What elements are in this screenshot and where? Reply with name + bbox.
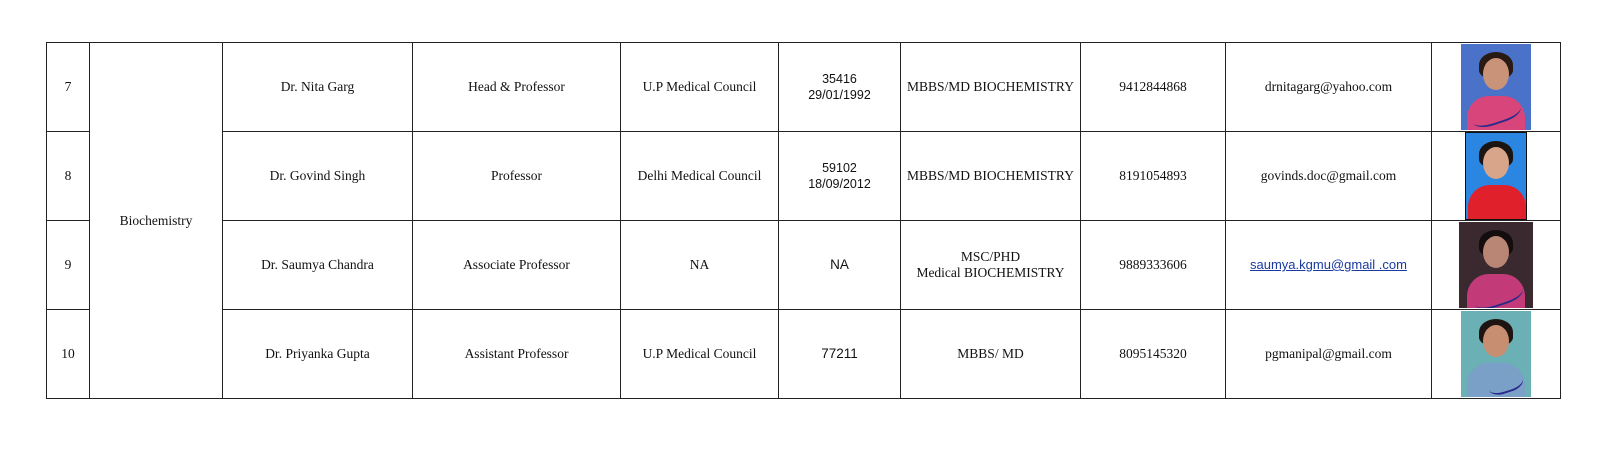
email-address: pgmanipal@gmail.com [1226,310,1432,399]
faculty-name: Dr. Nita Garg [223,43,413,132]
email-link[interactable]: saumya.kgmu@gmail .com [1250,257,1407,272]
qualification-line2: Medical BIOCHEMISTRY [916,265,1065,280]
qualification-cell [901,43,1081,132]
designation: Head & Professor [413,43,621,132]
table-row [47,43,1561,132]
email-cell [1226,221,1432,310]
photo-cell [1432,221,1561,310]
phone-number: 9412844868 [1081,43,1226,132]
registration-number: NA [779,221,901,310]
faculty-name: Dr. Saumya Chandra [223,221,413,310]
photo-cell [1432,43,1561,132]
qualification: MBBS/MD BIOCHEMISTRY [907,168,1074,183]
table-row [47,221,1561,310]
photo-cell [1432,132,1561,221]
faculty-name: Dr. Govind Singh [223,132,413,221]
medical-council: U.P Medical Council [621,310,779,399]
phone-number: 9889333606 [1081,221,1226,310]
qualification: MBBS/ MD [957,346,1024,361]
faculty-table [46,42,1561,399]
designation: Assistant Professor [413,310,621,399]
qualification: MSC/PHD [960,249,1021,264]
photo-cell [1432,310,1561,399]
email-address: drnitagarg@yahoo.com [1226,43,1432,132]
registration-number: 59102 [822,161,857,175]
registration-cell [779,43,901,132]
phone-number: 8095145320 [1081,310,1226,399]
faculty-photo [1465,132,1527,220]
faculty-photo [1459,222,1533,308]
serial-number: 7 [47,43,90,132]
designation: Professor [413,132,621,221]
faculty-name: Dr. Priyanka Gupta [223,310,413,399]
medical-council: U.P Medical Council [621,43,779,132]
department-cell: Biochemistry [90,43,223,399]
registration-date: 29/01/1992 [808,88,871,102]
registration-date: 18/09/2012 [808,177,871,191]
designation: Associate Professor [413,221,621,310]
qualification: MBBS/MD BIOCHEMISTRY [907,79,1074,94]
faculty-photo [1461,311,1531,397]
medical-council: NA [621,221,779,310]
registration-cell [779,132,901,221]
email-address: govinds.doc@gmail.com [1226,132,1432,221]
table-row [47,310,1561,399]
serial-number: 8 [47,132,90,221]
qualification-cell [901,221,1081,310]
qualification-cell [901,310,1081,399]
medical-council: Delhi Medical Council [621,132,779,221]
serial-number: 10 [47,310,90,399]
faculty-photo [1461,44,1531,130]
registration-number: 77211 [779,310,901,399]
table-row [47,132,1561,221]
phone-number: 8191054893 [1081,132,1226,221]
serial-number: 9 [47,221,90,310]
qualification-cell [901,132,1081,221]
registration-number: 35416 [822,72,857,86]
